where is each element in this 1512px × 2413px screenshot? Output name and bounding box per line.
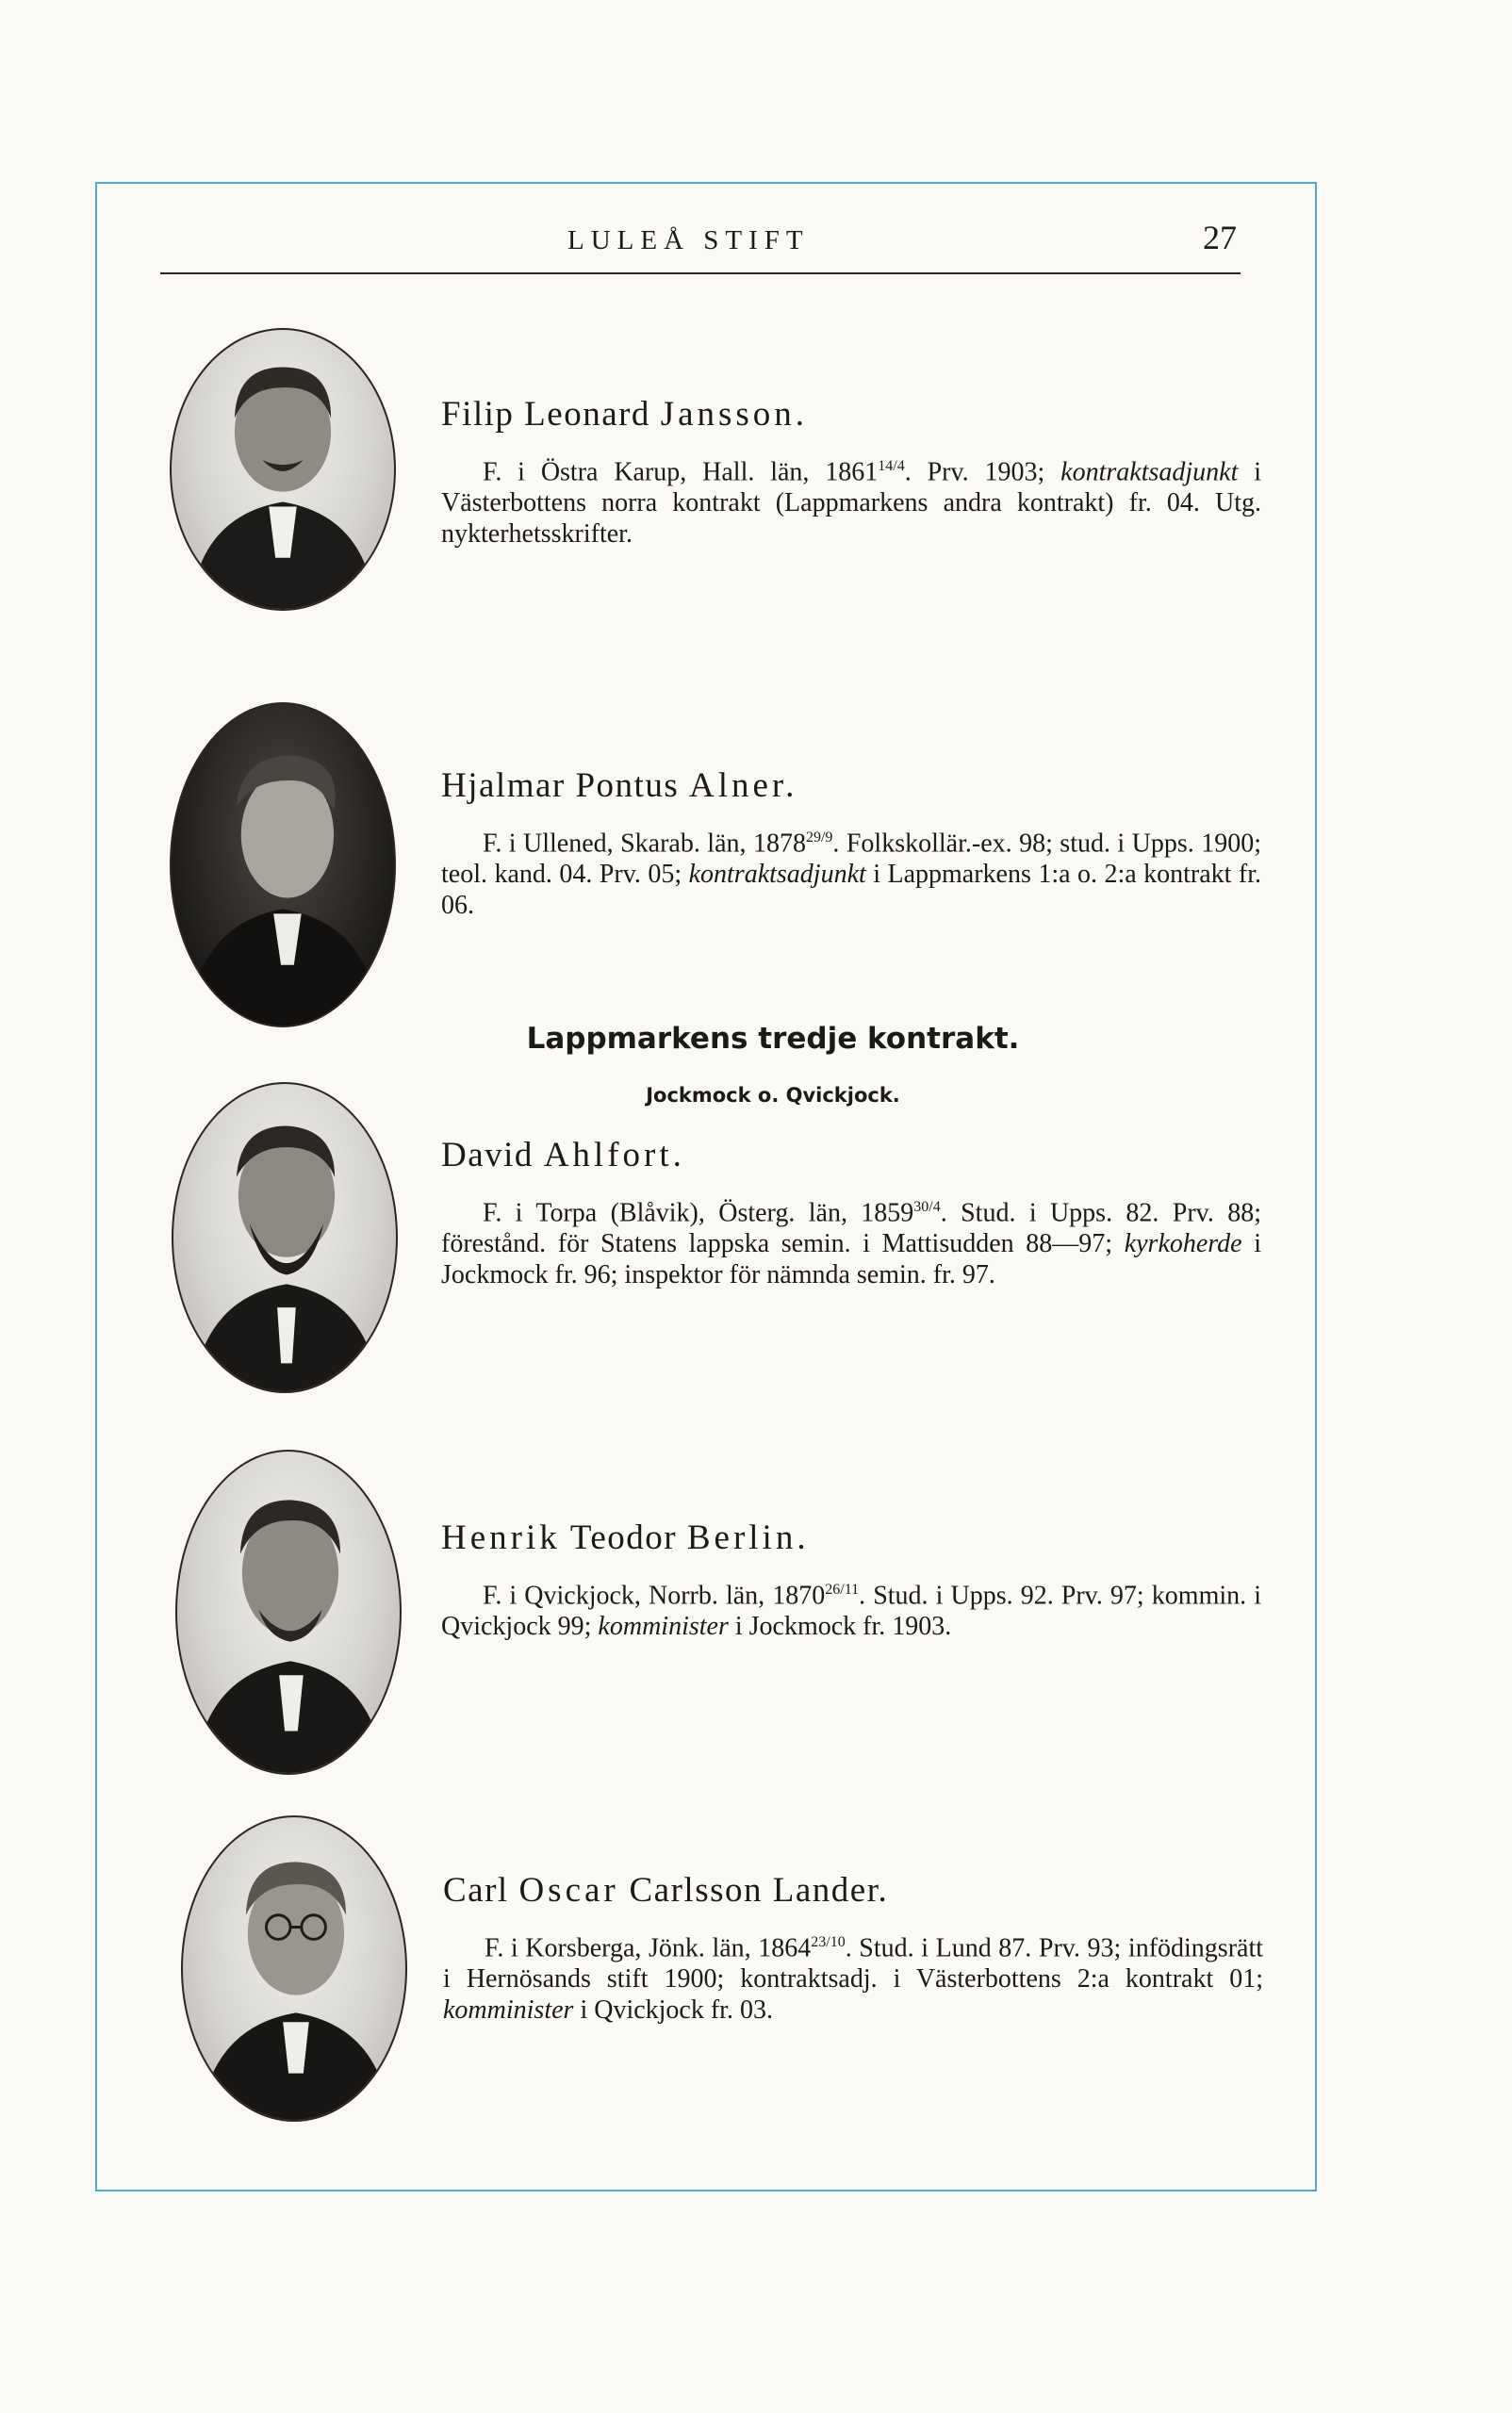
page-number: 27 (1203, 219, 1237, 256)
person-name: Carl Oscar Carlsson Lander. (443, 1871, 889, 1910)
person-name: Hjalmar Pontus Alner. (441, 766, 798, 805)
person-name: Henrik Teodor Berlin. (441, 1518, 810, 1557)
entry-lander (443, 1870, 1263, 2026)
entry-alner (441, 765, 1261, 921)
running-header (160, 219, 1241, 274)
person-name: Filip Leonard Jansson. (441, 395, 809, 434)
person-name: David Ahlfort. (441, 1136, 685, 1174)
portrait-photo (181, 1815, 407, 2122)
person-biography: F. i Qvickjock, Norrb. län, $1870^{26/11}$. Stud. i Upps. 92. Prv. 97; kommin. i Qvickjock 99; komminister i Jockmock fr. 1903. (441, 1581, 1261, 1642)
section-heading: Lappmarkens tredje kontrakt. (526, 1022, 1020, 1056)
entry-ahlfort (441, 1135, 1261, 1290)
person-biography: F. i Korsberga, Jönk. län, $1864^{23/10}$. Stud. i Lund 87. Prv. 93; infödingsrätt i Hernösands stift 1900; kontraktsadj. i Västerbottens 2:a kontrakt 01; komminister i Qvickjock fr. 03. (443, 1933, 1264, 2026)
running-title: LULEÅ STIFT (567, 225, 810, 255)
portrait-photo (175, 1450, 402, 1775)
person-biography: F. i Torpa (Blåvik), Österg. län, $1859^{30/4}$. Stud. i Upps. 82. Prv. 88; förestånd. för Statens lappska semin. i Mattisudden 88—97; kyrkoherde i Jockmock fr. 96; inspektor för nämnda semin. fr. 97. (441, 1198, 1262, 1290)
entry-jansson (441, 394, 1261, 550)
portrait-photo (172, 1082, 398, 1393)
person-biography: F. i Östra Karup, Hall. län, $1861^{14/4}$. Prv. 1903; kontraktsadjunkt i Västerbottens norra kontrakt (Lappmarkens andra kontrakt) fr. 04. Utg. nykterhetsskrifter. (441, 457, 1262, 550)
person-biography: F. i Ullened, Skarab. län, $1878^{29/9}$. Folkskollär.-ex. 98; stud. i Upps. 1900; teol. kand. 04. Prv. 05; kontraktsadjunkt i Lappmarkens 1:a o. 2:a kontrakt fr. 06. (441, 829, 1262, 921)
section-subheading: Jockmock o. Qvickjock. (646, 1084, 900, 1107)
portrait-photo (170, 702, 396, 1027)
entry-berlin (441, 1518, 1261, 1642)
portrait-photo (170, 328, 396, 611)
